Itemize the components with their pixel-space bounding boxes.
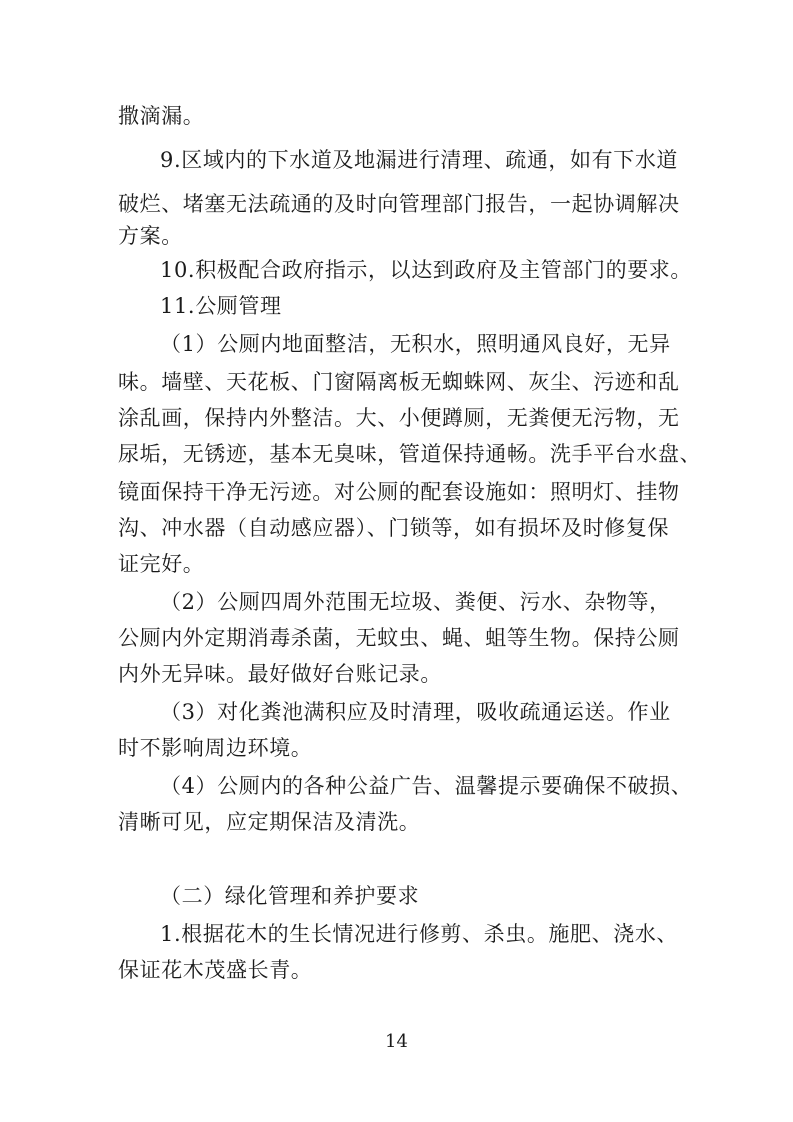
text-line: 撒滴漏。 bbox=[118, 104, 205, 128]
text-line: 味。墙壁、天花板、门窗隔离板无蜘蛛网、灰尘、污迹和乱 bbox=[118, 370, 680, 394]
text-line: 1.根据花木的生长情况进行修剪、杀虫。施肥、浇水、 bbox=[160, 922, 679, 946]
text-line: 镜面保持干净无污迹。对公厕的配套设施如：照明灯、挂物 bbox=[118, 480, 680, 504]
text-line: （3）对化粪池满积应及时清理，吸收疏通运送。作业 bbox=[160, 700, 671, 724]
text-line: 保证花木茂盛长青。 bbox=[118, 958, 313, 982]
text-line: 破烂、堵塞无法疏通的及时向管理部门报告，一起协调解决 bbox=[118, 192, 680, 216]
text-line: （4）公厕内的各种公益广告、温馨提示要确保不破损、 bbox=[160, 774, 693, 798]
text-line: 内外无异味。最好做好台账记录。 bbox=[118, 662, 442, 686]
text-line: （1）公厕内地面整洁，无积水，照明通风良好，无异 bbox=[160, 332, 671, 356]
text-line: （2）公厕四周外范围无垃圾、粪便、污水、杂物等， bbox=[160, 590, 671, 614]
section-heading: （二）绿化管理和养护要求 bbox=[160, 884, 420, 908]
text-line: 方案。 bbox=[118, 224, 183, 248]
text-line: 涂乱画，保持内外整洁。大、小便蹲厕，无粪便无污物，无 bbox=[118, 406, 680, 430]
text-line: 沟、冲水器（自动感应器）、门锁等，如有损坏及时修复保 bbox=[118, 516, 670, 540]
text-line: 11.公厕管理 bbox=[160, 294, 282, 318]
text-line: 清晰可见，应定期保洁及清洗。 bbox=[118, 810, 421, 834]
text-line: 时不影响周边环境。 bbox=[118, 736, 313, 760]
text-line: 尿垢，无锈迹，基本无臭味，管道保持通畅。洗手平台水盘、 bbox=[118, 442, 702, 466]
text-line: 10.积极配合政府指示，以达到政府及主管部门的要求。 bbox=[160, 258, 692, 282]
text-line: 9.区域内的下水道及地漏进行清理、疏通，如有下水道 bbox=[160, 148, 679, 172]
text-line: 公厕内外定期消毒杀菌，无蚊虫、蝇、蛆等生物。保持公厕 bbox=[118, 626, 680, 650]
page-number: 14 bbox=[385, 1031, 408, 1052]
text-line: 证完好。 bbox=[118, 552, 205, 576]
